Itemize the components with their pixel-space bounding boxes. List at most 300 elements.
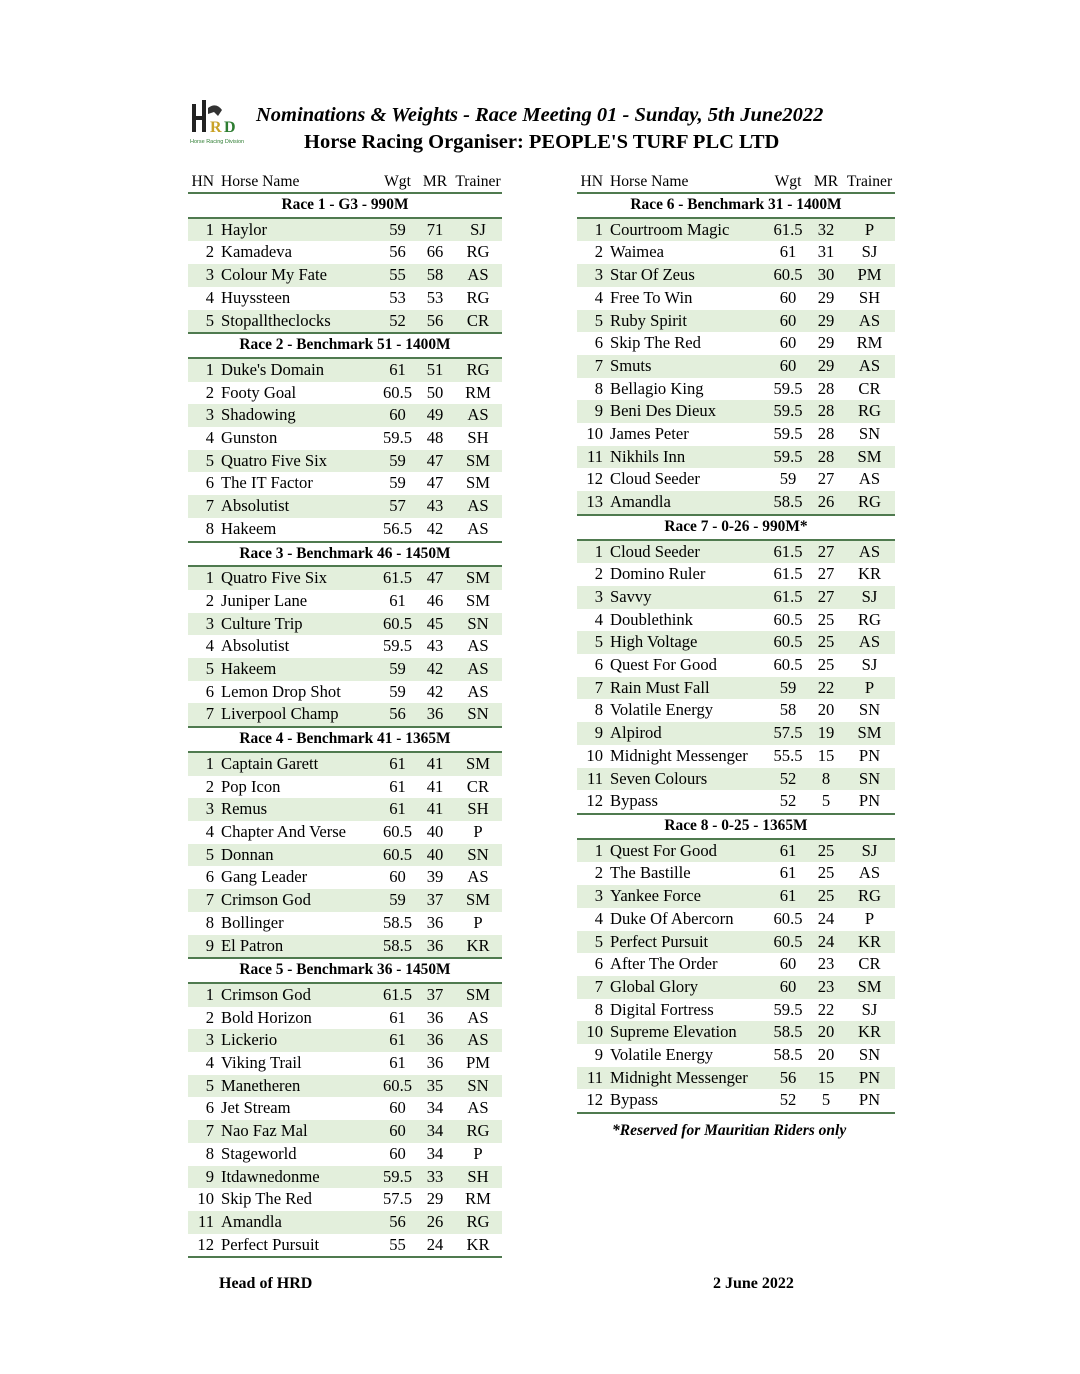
mr-cell: 19 (808, 722, 844, 745)
wgt-cell: 55 (379, 1234, 416, 1258)
table-row (577, 400, 895, 423)
wgt-cell: 59 (779, 469, 797, 489)
mr-cell: 26 (416, 1211, 454, 1234)
horse-name-cell: Culture Trip (219, 613, 379, 636)
col-trainer: Trainer (454, 172, 502, 193)
hn-cell: 7 (577, 976, 608, 999)
logo-caption: Horse Racing Division (190, 139, 245, 145)
table-row (188, 1211, 502, 1234)
table-row (188, 241, 502, 264)
hn-cell: 13 (577, 491, 608, 515)
table-row (188, 681, 502, 704)
col-mr: MR (416, 172, 454, 193)
mr-cell: 25 (817, 609, 835, 629)
trainer-cell: SJ (454, 218, 502, 242)
mr-cell: 42 (426, 681, 444, 701)
trainer-cell: AS (454, 1029, 502, 1052)
table-row (188, 889, 502, 912)
hn-cell: 7 (577, 355, 608, 378)
mr-cell: 29 (808, 310, 844, 333)
trainer-cell: P (844, 677, 895, 700)
mr-cell: 40 (416, 844, 454, 867)
trainer-cell: RM (465, 382, 491, 402)
wgt-cell: 61 (768, 885, 808, 908)
table-row (188, 1075, 502, 1098)
hn-cell: 12 (188, 1234, 219, 1258)
wgt-cell: 60.5 (379, 844, 416, 867)
table-row (188, 776, 502, 799)
table-row (577, 491, 895, 515)
trainer-cell: SJ (861, 655, 878, 675)
table-row (577, 446, 895, 469)
horse-name-cell: Skip The Red (221, 1189, 312, 1209)
horse-name-cell: Seven Colours (608, 768, 768, 791)
hn-cell: 9 (188, 1166, 219, 1189)
horse-name-cell: Juniper Lane (221, 590, 308, 610)
wgt-cell: 59 (379, 889, 416, 912)
table-row (188, 798, 502, 821)
horse-name-cell: Alpirod (608, 722, 768, 745)
horse-name-cell: Kamadeva (221, 242, 292, 262)
hn-cell: 10 (197, 1189, 214, 1209)
hn-cell: 8 (594, 700, 603, 720)
horse-name-cell: Beni Des Dieux (608, 400, 768, 423)
wgt-cell: 61.5 (768, 586, 808, 609)
horse-name-cell: Donnan (219, 844, 379, 867)
mr-cell: 41 (426, 776, 444, 796)
horse-name-cell: Hakeem (219, 658, 379, 681)
mr-cell: 27 (808, 586, 844, 609)
mr-cell: 28 (808, 446, 844, 469)
col-horse-name: Horse Name (219, 172, 379, 193)
trainer-cell: RG (454, 1120, 502, 1143)
horse-name-cell: Amandla (219, 1211, 379, 1234)
trainer-cell: RG (844, 400, 895, 423)
hn-cell: 5 (188, 310, 219, 334)
horse-name-cell: Global Glory (608, 976, 768, 999)
hn-cell: 3 (577, 885, 608, 908)
horse-name-cell: Pop Icon (221, 776, 281, 796)
horse-name-cell: Nao Faz Mal (219, 1120, 379, 1143)
table-row (188, 1007, 502, 1030)
table-row (577, 654, 895, 677)
race-title-row (188, 193, 502, 218)
hn-cell: 7 (188, 889, 219, 912)
trainer-cell: AS (454, 518, 502, 542)
table-row (577, 1021, 895, 1044)
hn-cell: 5 (188, 658, 219, 681)
table-row (188, 358, 502, 382)
trainer-cell: AS (858, 469, 881, 489)
mr-cell: 26 (808, 491, 844, 515)
trainer-cell: SM (454, 983, 502, 1007)
trainer-cell: RG (857, 609, 882, 629)
wgt-cell: 56 (389, 242, 406, 262)
wgt-cell: 59 (389, 681, 406, 701)
table-row (577, 423, 895, 446)
table-row (188, 566, 502, 590)
wgt-cell: 56 (768, 1067, 808, 1090)
table-row (577, 609, 895, 632)
horse-name-cell: Lemon Drop Shot (221, 681, 341, 701)
wgt-cell: 57.5 (768, 722, 808, 745)
trainer-cell: SH (454, 798, 502, 821)
mr-cell: 20 (817, 700, 835, 720)
trainer-cell: RG (844, 491, 895, 515)
horse-name-cell: Captain Garett (219, 752, 379, 776)
horse-name-cell: The IT Factor (221, 473, 313, 493)
horse-name-cell: Yankee Force (608, 885, 768, 908)
hn-cell: 6 (205, 473, 214, 493)
hn-cell: 6 (594, 655, 603, 675)
wgt-cell: 52 (768, 1089, 808, 1113)
table-row (577, 768, 895, 791)
table-row (188, 264, 502, 287)
wgt-cell: 59 (389, 473, 406, 493)
hn-cell: 10 (586, 424, 603, 444)
wgt-cell: 60.5 (382, 821, 413, 841)
table-row (577, 699, 895, 722)
table-row (577, 790, 895, 814)
wgt-cell: 61 (379, 358, 416, 382)
table-row (188, 495, 502, 518)
mr-cell: 58 (416, 264, 454, 287)
hn-cell: 12 (577, 1089, 608, 1113)
mr-cell: 5 (808, 790, 844, 814)
horse-name-cell: Skip The Red (610, 333, 701, 353)
horse-name-cell: Free To Win (610, 287, 693, 307)
table-row (188, 635, 502, 658)
horse-name-cell: Crimson God (219, 983, 379, 1007)
mr-cell: 28 (817, 424, 835, 444)
table-row (188, 1166, 502, 1189)
wgt-cell: 52 (379, 310, 416, 334)
wgt-cell: 61 (389, 776, 406, 796)
table-row (577, 310, 895, 333)
hn-cell: 8 (594, 999, 603, 1019)
table-row (188, 450, 502, 473)
hn-cell: 1 (188, 218, 219, 242)
trainer-cell: AS (467, 636, 489, 656)
wgt-cell: 61 (379, 1029, 416, 1052)
wgt-cell: 60.5 (768, 631, 808, 654)
hn-cell: 11 (188, 1211, 219, 1234)
wgt-cell: 60 (768, 976, 808, 999)
col-wgt: Wgt (768, 172, 808, 193)
col-mr: MR (808, 172, 844, 193)
hn-cell: 4 (205, 821, 214, 841)
document-date: 2 June 2022 (713, 1275, 794, 1292)
trainer-cell: AS (454, 264, 502, 287)
mr-cell: 8 (808, 768, 844, 791)
horse-name-cell: Ruby Spirit (608, 310, 768, 333)
table-row (188, 404, 502, 427)
race-title-row (188, 333, 502, 358)
hn-cell: 3 (188, 404, 219, 427)
trainer-cell: SJ (861, 999, 878, 1019)
trainer-cell: RG (454, 1211, 502, 1234)
wgt-cell: 59.5 (773, 999, 803, 1019)
mr-cell: 25 (817, 655, 835, 675)
table-row (188, 472, 502, 495)
mr-cell: 29 (808, 355, 844, 378)
hn-cell: 5 (188, 450, 219, 473)
horse-name-cell: Smuts (608, 355, 768, 378)
wgt-cell: 60 (768, 355, 808, 378)
mr-cell: 41 (416, 798, 454, 821)
trainer-cell: AS (454, 404, 502, 427)
hn-cell: 6 (594, 333, 603, 353)
table-row (188, 752, 502, 776)
wgt-cell: 52 (768, 768, 808, 791)
trainer-cell: SN (844, 768, 895, 791)
wgt-cell: 58.5 (379, 935, 416, 959)
hn-cell: 5 (188, 1075, 219, 1098)
table-row (577, 839, 895, 863)
trainer-cell: P (473, 912, 483, 932)
trainer-cell: RM (856, 333, 883, 353)
left-race-table (188, 172, 502, 1258)
hn-cell: 3 (188, 264, 219, 287)
wgt-cell: 57 (379, 495, 416, 518)
table-row (188, 1234, 502, 1258)
hn-cell: 11 (577, 1067, 608, 1090)
trainer-cell: RG (466, 287, 490, 307)
table-row (577, 586, 895, 609)
table-row (188, 866, 502, 889)
table-row (577, 885, 895, 908)
mr-cell: 27 (817, 564, 835, 584)
trainer-cell: AS (844, 310, 895, 333)
race-title-row (188, 727, 502, 752)
mr-cell: 25 (808, 839, 844, 863)
horse-name-cell: Gunston (221, 428, 278, 448)
col-horse-name: Horse Name (608, 172, 768, 193)
trainer-cell: AS (454, 658, 502, 681)
wgt-cell: 52 (768, 790, 808, 814)
wgt-cell: 61.5 (379, 566, 416, 590)
race-title: Race 3 - Benchmark 46 - 1450M (188, 542, 502, 567)
mr-cell: 42 (416, 658, 454, 681)
trainer-cell: SN (454, 703, 502, 727)
mr-cell: 29 (817, 287, 835, 307)
trainer-cell: SN (454, 1075, 502, 1098)
table-row (577, 264, 895, 287)
hn-cell: 2 (205, 590, 214, 610)
mr-cell: 41 (416, 752, 454, 776)
mr-cell: 35 (416, 1075, 454, 1098)
table-row (188, 703, 502, 727)
race-title: Race 2 - Benchmark 51 - 1400M (188, 333, 502, 358)
hn-cell: 7 (188, 1120, 219, 1143)
mr-cell: 28 (808, 400, 844, 423)
table-row (188, 1029, 502, 1052)
table-row (577, 976, 895, 999)
wgt-cell: 60.5 (773, 655, 803, 675)
hn-cell: 6 (594, 954, 603, 974)
mr-cell: 39 (426, 867, 444, 887)
mr-cell: 25 (817, 863, 835, 883)
horse-name-cell: Quest For Good (608, 839, 768, 863)
hn-cell: 8 (205, 912, 214, 932)
mr-cell: 29 (817, 333, 835, 353)
horse-name-cell: Courtroom Magic (608, 218, 768, 242)
horse-name-cell: Crimson God (219, 889, 379, 912)
mr-cell: 20 (817, 1045, 835, 1065)
table-row (188, 590, 502, 613)
mr-cell: 27 (808, 540, 844, 564)
mr-cell: 43 (416, 495, 454, 518)
horse-name-cell: Lickerio (219, 1029, 379, 1052)
wgt-cell: 60.5 (768, 931, 808, 954)
horse-name-cell: El Patron (219, 935, 379, 959)
table-row (188, 613, 502, 636)
mr-cell: 36 (416, 935, 454, 959)
wgt-cell: 61 (389, 590, 406, 610)
wgt-cell: 55.5 (773, 745, 803, 765)
wgt-cell: 61.5 (773, 564, 803, 584)
trainer-cell: PN (844, 1089, 895, 1113)
table-row (188, 935, 502, 959)
table-header-row (188, 172, 502, 193)
mr-cell: 15 (808, 1067, 844, 1090)
table-row (188, 382, 502, 405)
table-row (577, 218, 895, 242)
trainer-cell: SM (844, 976, 895, 999)
hn-cell: 4 (594, 908, 603, 928)
mr-cell: 36 (426, 1007, 444, 1027)
mr-cell: 28 (817, 378, 835, 398)
trainer-cell: SM (454, 566, 502, 590)
trainer-cell: AS (467, 867, 489, 887)
mr-cell: 51 (416, 358, 454, 382)
wgt-cell: 60.5 (379, 1075, 416, 1098)
table-row (188, 218, 502, 242)
organiser-title: Horse Racing Organiser: PEOPLE'S TURF PLC LTD (304, 131, 780, 153)
horse-name-cell: Bollinger (221, 912, 284, 932)
trainer-cell: P (473, 1143, 483, 1163)
table-row (577, 563, 895, 586)
table-row (577, 1044, 895, 1067)
wgt-cell: 59 (379, 218, 416, 242)
wgt-cell: 61 (389, 1007, 406, 1027)
hn-cell: 3 (577, 264, 608, 287)
trainer-cell: AS (467, 1007, 489, 1027)
horse-name-cell: After The Order (610, 954, 718, 974)
wgt-cell: 61.5 (768, 540, 808, 564)
hn-cell: 10 (577, 1021, 608, 1044)
wgt-cell: 60.5 (379, 613, 416, 636)
table-row (577, 908, 895, 931)
trainer-cell: CR (454, 310, 502, 334)
table-row (188, 427, 502, 450)
hn-cell: 8 (594, 378, 603, 398)
wgt-cell: 61 (389, 1053, 406, 1073)
mr-cell: 29 (426, 1189, 444, 1209)
mr-cell: 46 (426, 590, 444, 610)
table-row (577, 378, 895, 401)
trainer-cell: PN (858, 745, 881, 765)
wgt-cell: 59.5 (773, 424, 803, 444)
table-row (577, 332, 895, 355)
race-title: Race 7 - 0-26 - 990M* (577, 515, 895, 540)
table-row (577, 631, 895, 654)
table-row (188, 1143, 502, 1166)
trainer-cell: SN (858, 700, 881, 720)
hn-cell: 4 (594, 609, 603, 629)
horse-name-cell: Cloud Seeder (608, 540, 768, 564)
table-row (188, 844, 502, 867)
race-title: Race 1 - G3 - 990M (188, 193, 502, 218)
table-row (188, 658, 502, 681)
horse-name-cell: Bypass (608, 1089, 768, 1113)
col-wgt: Wgt (379, 172, 416, 193)
table-row (188, 912, 502, 935)
trainer-cell: AS (844, 355, 895, 378)
table-row (577, 355, 895, 378)
table-row (188, 1052, 502, 1075)
wgt-cell: 60 (389, 867, 406, 887)
horse-name-cell: Hakeem (219, 518, 379, 542)
trainer-cell: RM (465, 1189, 491, 1209)
trainer-cell: KR (857, 564, 882, 584)
hn-cell: 8 (188, 518, 219, 542)
race-title-row (188, 542, 502, 567)
mr-cell: 34 (426, 1098, 444, 1118)
table-row (188, 983, 502, 1007)
trainer-cell: SH (454, 1166, 502, 1189)
trainer-cell: SJ (844, 839, 895, 863)
trainer-cell: RG (454, 358, 502, 382)
trainer-cell: AS (858, 863, 881, 883)
hn-cell: 1 (577, 839, 608, 863)
horse-name-cell: Rain Must Fall (608, 677, 768, 700)
trainer-cell: SH (858, 287, 881, 307)
horse-name-cell: James Peter (610, 424, 689, 444)
race-title: Race 8 - 0-25 - 1365M (577, 814, 895, 839)
hn-cell: 5 (577, 931, 608, 954)
mr-cell: 23 (817, 954, 835, 974)
wgt-cell: 60 (389, 1143, 406, 1163)
table-row (577, 287, 895, 310)
horse-name-cell: Perfect Pursuit (219, 1234, 379, 1258)
horse-name-cell: Bypass (608, 790, 768, 814)
mr-cell: 32 (808, 218, 844, 242)
wgt-cell: 60.5 (773, 908, 803, 928)
table-row (188, 518, 502, 542)
mr-cell: 43 (426, 636, 444, 656)
horse-name-cell: Colour My Fate (219, 264, 379, 287)
hn-cell: 6 (205, 867, 214, 887)
mr-cell: 27 (817, 469, 835, 489)
hn-cell: 1 (188, 566, 219, 590)
trainer-cell: PM (466, 1053, 490, 1073)
horse-name-cell: Midnight Messenger (610, 745, 748, 765)
wgt-cell: 56 (379, 703, 416, 727)
wgt-cell: 61 (779, 863, 797, 883)
mr-cell: 47 (416, 450, 454, 473)
race-title-row (577, 515, 895, 540)
hn-cell: 2 (205, 1007, 214, 1027)
signatory-label: Head of HRD (219, 1275, 313, 1292)
wgt-cell: 59 (379, 658, 416, 681)
hn-cell: 7 (188, 495, 219, 518)
wgt-cell: 60.5 (768, 264, 808, 287)
table-row (577, 1067, 895, 1090)
hn-cell: 1 (188, 752, 219, 776)
wgt-cell: 58.5 (768, 1021, 808, 1044)
hn-cell: 5 (577, 310, 608, 333)
